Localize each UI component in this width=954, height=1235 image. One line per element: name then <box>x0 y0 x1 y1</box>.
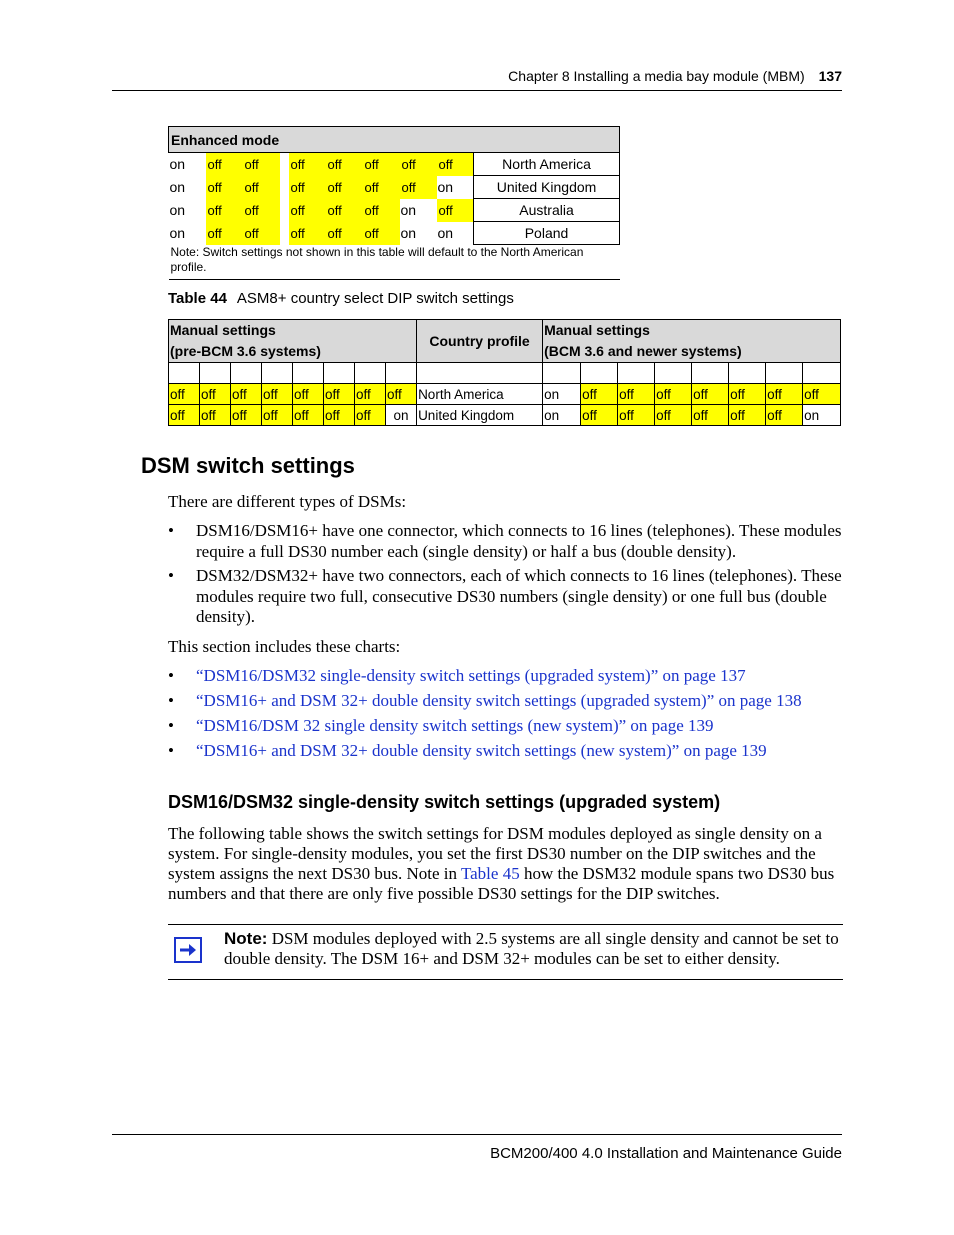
switch-cell: off <box>766 384 803 405</box>
bullet-item: • DSM16/DSM16+ have one connector, which connects to 16 lines (telephones). These modules require a full DS30 number each (single density) or half a bus (double density). <box>168 521 842 561</box>
section-heading: DSM switch settings <box>141 453 355 478</box>
asm8-country-table <box>168 319 841 426</box>
switch-cell: on <box>543 384 581 405</box>
switch-cell: off <box>231 384 262 405</box>
note-label: Note: <box>224 929 268 948</box>
charts-intro: This section includes these charts: <box>168 637 401 656</box>
switch-cell: on <box>169 179 186 195</box>
switch-cell: off <box>293 384 324 405</box>
switch-cell: off <box>655 384 692 405</box>
chart-link-item[interactable]: • “DSM16+ and DSM 32+ double density switch settings (upgraded system)” on page 138 <box>168 691 843 712</box>
switch-cell: off <box>400 153 437 176</box>
table-row <box>169 405 841 426</box>
note-block <box>168 924 843 980</box>
chart-link-item[interactable]: • “DSM16/DSM32 single-density switch settings (upgraded system)” on page 137 <box>168 666 843 687</box>
switch-cell: off <box>355 384 386 405</box>
switch-cell: off <box>206 222 243 245</box>
switch-cell: off <box>289 153 326 176</box>
chart-link[interactable]: “DSM16+ and DSM 32+ double density switch settings (upgraded system)” on page 138 <box>196 691 802 710</box>
country-profile-header: Country profile <box>417 320 543 363</box>
switch-cell: off <box>206 153 243 176</box>
caption-text: ASM8+ country select DIP switch settings <box>236 290 514 307</box>
switch-cell <box>280 176 289 199</box>
page-footer <box>112 1134 842 1162</box>
switch-cell: on <box>169 225 186 241</box>
table-row <box>169 176 620 199</box>
page-header <box>112 66 842 91</box>
caption-label: Table 44 <box>168 290 227 307</box>
switch-cell: off <box>437 153 474 176</box>
table-45-link[interactable]: Table 45 <box>460 864 520 883</box>
switch-cell: on <box>543 405 581 426</box>
switch-cell: off <box>200 405 231 426</box>
switch-cell <box>280 153 289 176</box>
switch-cell <box>280 222 289 245</box>
page-number: 137 <box>818 68 842 84</box>
switch-cell: off <box>803 384 841 405</box>
country-cell: Australia <box>474 199 620 222</box>
switch-cell: off <box>243 199 280 222</box>
subsection-heading: DSM16/DSM32 single-density switch settings (upgraded system) <box>168 792 721 812</box>
country-cell: Poland <box>474 222 620 245</box>
switch-cell: off <box>293 405 324 426</box>
switch-cell: off <box>243 176 280 199</box>
switch-cell: off <box>326 199 363 222</box>
switch-cell: off <box>326 153 363 176</box>
switch-cell: off <box>231 405 262 426</box>
country-cell: North America <box>417 384 543 405</box>
switch-cell: off <box>169 384 200 405</box>
switch-cell: off <box>289 199 326 222</box>
chapter-title: Chapter 8 Installing a media bay module (MBM) <box>508 68 805 84</box>
switch-cell: off <box>581 405 618 426</box>
subsection-paragraph: The following table shows the switch settings for DSM modules deployed as single density on a system. For single-density modules, you set the first DS30 number on the DIP switches and the system assigns the next DS30 bus. Note in Table 45 how the DSM32 module spans two DS30 bus numbers and that there are only five possible DS30 settings for the DIP switches. <box>168 824 835 903</box>
country-cell: United Kingdom <box>474 176 620 199</box>
switch-cell: on <box>400 225 417 241</box>
chart-link[interactable]: “DSM16+ and DSM 32+ double density switch settings (new system)” on page 139 <box>196 741 767 760</box>
switch-cell: on <box>803 405 841 426</box>
empty-row <box>169 363 841 384</box>
country-cell: North America <box>474 153 620 176</box>
switch-cell: off <box>618 384 655 405</box>
switch-cell: on <box>386 405 417 426</box>
switch-cell: off <box>400 176 437 199</box>
switch-cell: off <box>243 153 280 176</box>
switch-cell: off <box>324 384 355 405</box>
chart-link-item[interactable]: • “DSM16/DSM 32 single density switch settings (new system)” on page 139 <box>168 716 843 737</box>
chart-link[interactable]: “DSM16/DSM 32 single density switch settings (new system)” on page 139 <box>196 716 714 735</box>
switch-cell: off <box>729 405 766 426</box>
chart-link-item[interactable]: • “DSM16+ and DSM 32+ double density switch settings (new system)” on page 139 <box>168 741 843 762</box>
switch-cell: off <box>618 405 655 426</box>
table-row <box>169 222 620 245</box>
switch-cell: off <box>692 405 729 426</box>
switch-cell: off <box>363 199 400 222</box>
manual-settings-new-header: Manual settings (BCM 3.6 and newer systems) <box>543 320 841 363</box>
switch-cell <box>280 199 289 222</box>
switch-cell: on <box>400 202 417 218</box>
switch-cell: off <box>766 405 803 426</box>
switch-cell: off <box>729 384 766 405</box>
switch-cell: off <box>363 176 400 199</box>
country-cell: United Kingdom <box>417 405 543 426</box>
switch-cell: off <box>581 384 618 405</box>
intro-paragraph: There are different types of DSMs: <box>168 492 407 511</box>
switch-cell: off <box>262 384 293 405</box>
switch-cell: off <box>692 384 729 405</box>
switch-cell: off <box>206 176 243 199</box>
manual-settings-pre-header: Manual settings (pre-BCM 3.6 systems) <box>169 320 417 363</box>
bullet-item: • DSM32/DSM32+ have two connectors, each of which connects to 16 lines (telephones). These modules require two full, consecutive DS30 numbers (single density) or one full bus (double density). <box>168 566 842 626</box>
switch-cell: off <box>355 405 386 426</box>
note-text: Note: DSM modules deployed with 2.5 systems are all single density and cannot be set to double density. The DSM 16+ and DSM 32+ modules can be set to either density. <box>224 929 839 968</box>
switch-cell: off <box>326 222 363 245</box>
switch-cell: off <box>169 405 200 426</box>
switch-cell: off <box>289 176 326 199</box>
switch-cell: off <box>386 384 417 405</box>
switch-cell: on <box>169 156 186 173</box>
switch-cell: off <box>655 405 692 426</box>
switch-cell: off <box>262 405 293 426</box>
table-row <box>169 153 620 176</box>
table-note: Note: Switch settings not shown in this table will default to the North American profile. <box>169 245 620 280</box>
switch-cell: on <box>437 179 454 195</box>
switch-cell: off <box>326 176 363 199</box>
table-row <box>169 199 620 222</box>
table-title: Enhanced mode <box>169 127 620 153</box>
chart-link[interactable]: “DSM16/DSM32 single-density switch settings (upgraded system)” on page 137 <box>196 666 746 685</box>
switch-cell: off <box>289 222 326 245</box>
switch-cell: off <box>206 199 243 222</box>
enhanced-mode-table <box>168 126 619 280</box>
guide-title: BCM200/400 4.0 Installation and Maintenance Guide <box>490 1145 842 1162</box>
switch-cell: off <box>363 222 400 245</box>
switch-cell: on <box>437 225 454 241</box>
switch-cell: off <box>200 384 231 405</box>
switch-cell: off <box>437 199 474 222</box>
table-row <box>169 384 841 405</box>
table-caption <box>168 290 514 307</box>
switch-cell: off <box>363 153 400 176</box>
switch-cell: on <box>169 202 186 218</box>
arrow-right-icon <box>174 937 202 963</box>
switch-cell: off <box>243 222 280 245</box>
switch-cell: off <box>324 405 355 426</box>
